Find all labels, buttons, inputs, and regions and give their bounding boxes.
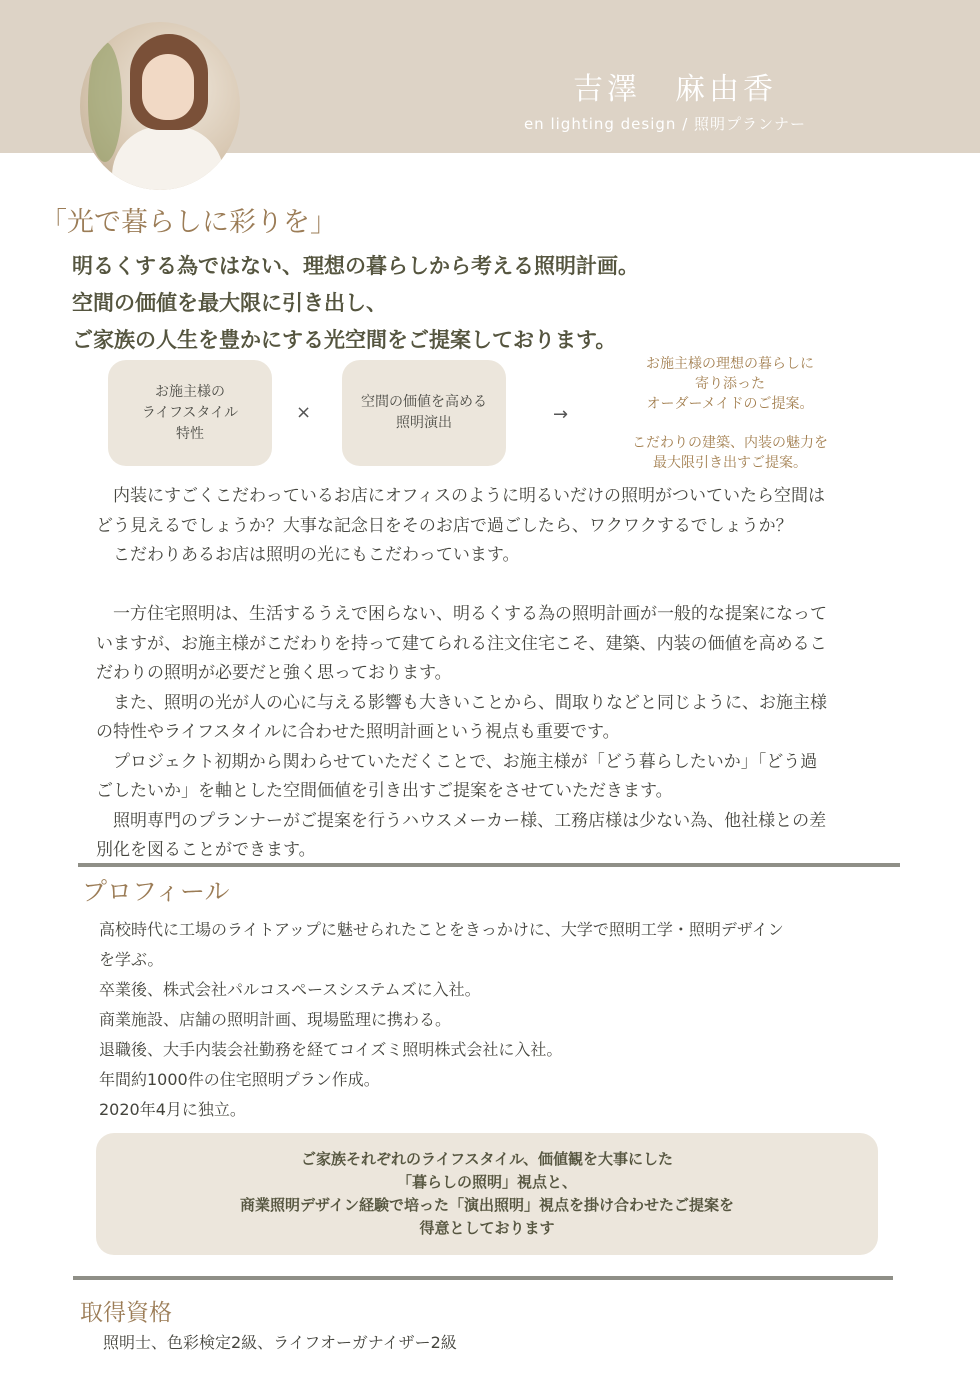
body-line: 一方住宅照明は、生活するうえで困らない、明るくする為の照明計画が一般的な提案になって [96, 604, 827, 624]
certifications-heading: 取得資格 [80, 1300, 172, 1326]
result-line: お施主様の理想の暮らしに [646, 356, 814, 372]
arrow-symbol: → [553, 404, 569, 425]
lead-statement [72, 248, 952, 359]
person-subtitle: en lighting design / 照明プランナー [523, 115, 807, 133]
formula-box-lifestyle [108, 360, 272, 466]
certifications-text: 照明士、色彩検定2級、ライフオーガナイザー2級 [103, 1333, 457, 1352]
body-line: ごしたいか」を軸とした空間価値を引き出すご提案をさせていただきます。 [96, 781, 673, 801]
body-line: 照明専門のプランナーがご提案を行うハウスメーカー様、工務店様は少ない為、他社様との差 [96, 810, 827, 831]
profile-photo [80, 22, 240, 190]
body-line: だわりの照明が必要だと強く思っております。 [96, 663, 452, 683]
profile-line: 2020年4月に独立。 [99, 1100, 246, 1119]
body-line: プロジェクト初期から関わらせていただくことで、お施主様が「どう暮らしたいか」「どう過 [96, 751, 818, 772]
photo-body [112, 126, 224, 190]
body-line: 内装にすごくこだわっているお店にオフィスのように明るいだけの照明がついていたら空間は [96, 486, 825, 506]
profile-line: 商業施設、店舗の照明計画、現場監理に携わる。 [99, 1010, 452, 1029]
strength-callout [96, 1133, 878, 1255]
lead-line: 空間の価値を最大限に引き出し、 [72, 291, 387, 315]
body-line: 別化を図ることができます。 [96, 840, 316, 860]
result-line: オーダーメイドのご提案。 [646, 396, 814, 412]
times-symbol: × [296, 402, 312, 423]
section-divider [78, 863, 900, 867]
formula-result [600, 354, 860, 473]
body-line: また、照明の光が人の心に与える影響も大きいことから、間取りなどと同じように、お施主様 [96, 692, 827, 713]
photo-face [142, 54, 194, 120]
lead-line: 明るくする為ではない、理想の暮らしから考える照明計画。 [72, 254, 639, 278]
profile-line: 卒業後、株式会社パルコスペースシステムズに入社。 [99, 980, 481, 999]
profile-line: 年間約1000件の住宅照明プラン作成。 [99, 1070, 380, 1089]
callout-line: ご家族それぞれのライフスタイル、価値観を大事にした [300, 1150, 673, 1168]
profile-line: を学ぶ。 [99, 950, 164, 969]
body-blank-line [96, 571, 880, 601]
body-text [96, 482, 880, 866]
profile-line: 退職後、大手内装会社勤務を経てコイズミ照明株式会社に入社。 [99, 1040, 563, 1059]
profile-text [99, 915, 889, 1125]
formula-box-lifestyle-text: お施主様の ライフスタイル 特性 [141, 383, 239, 442]
section-divider [73, 1276, 893, 1280]
profile-heading: プロフィール [82, 877, 230, 906]
body-line: の特性やライフスタイルに合わせた照明計画という視点も重要です。 [96, 722, 620, 742]
lead-line: ご家族の人生を豊かにする光空間をご提案しております。 [72, 328, 617, 352]
formula-box-lighting [342, 360, 506, 466]
result-line: こだわりの建築、内装の魅力を [632, 435, 828, 451]
profile-line: 高校時代に工場のライトアップに魅せられたことをきっかけに、大学で照明工学・照明デザイン [99, 920, 784, 939]
callout-line: 得意としております [419, 1219, 555, 1237]
body-line: いますが、お施主様がこだわりを持って建てられる注文住宅こそ、建築、内装の価値を高めるこ [96, 633, 827, 654]
result-line: 寄り添った [695, 376, 765, 392]
plant-leaf [88, 42, 122, 162]
body-line: こだわりあるお店は照明の光にもこだわっています。 [96, 545, 520, 565]
callout-line: 「暮らしの照明」視点と、 [396, 1173, 577, 1191]
formula-box-lighting-text: 空間の価値を高める 照明演出 [361, 394, 487, 431]
callout-line: 商業照明デザイン経験で培った「演出照明」視点を掛け合わせたご提案を [240, 1196, 734, 1214]
person-name: 吉澤 麻由香 [573, 72, 777, 107]
result-gap [600, 414, 860, 433]
catchphrase: 「光で暮らしに彩りを」 [40, 207, 337, 238]
body-line: どう見えるでしょうか？大事な記念日をそのお店で過ごしたら、ワクワクするでしょうか？ [96, 515, 793, 536]
result-line: 最大限引き出すご提案。 [653, 455, 807, 471]
